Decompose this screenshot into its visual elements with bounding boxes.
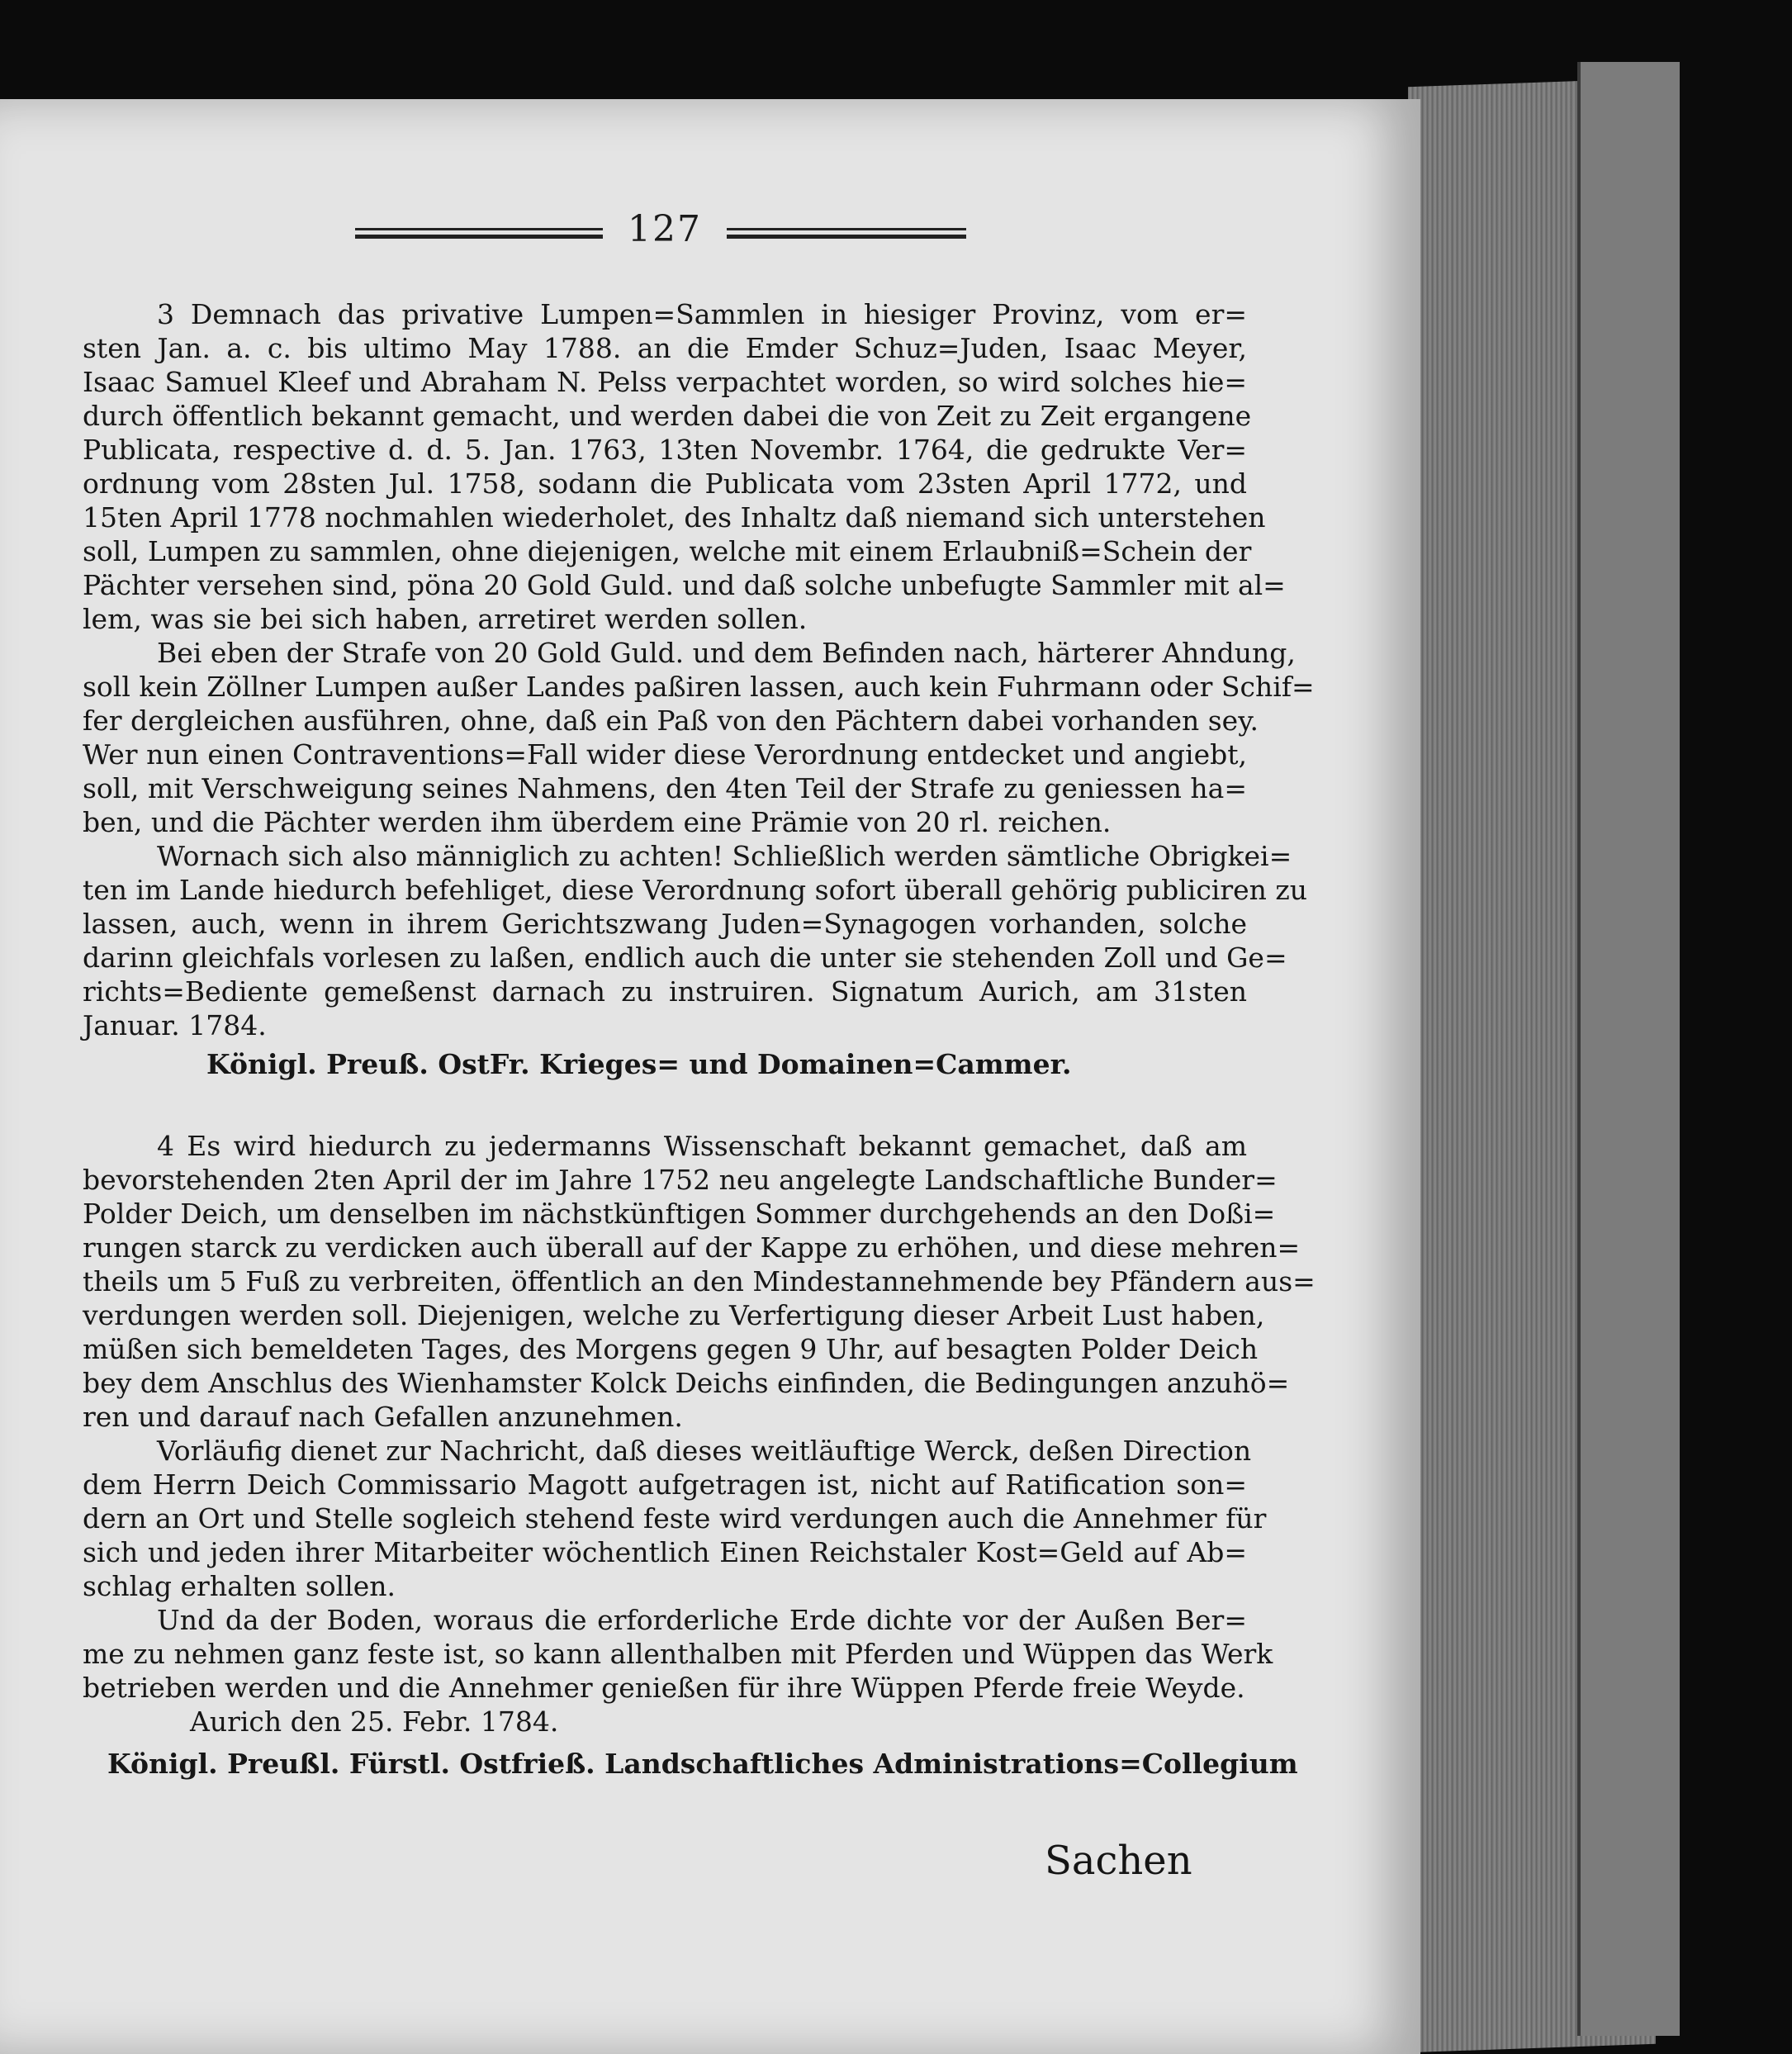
text-line: sich und jeden ihrer Mitarbeiter wöchentlich Einen Reichstaler Kost=Geld auf Ab= — [83, 1536, 1247, 1568]
text-line: müßen sich bemeldeten Tages, des Morgens gegen 9 Uhr, auf besagten Polder Deich — [83, 1333, 1259, 1365]
book-cover-edge — [1577, 62, 1680, 2036]
text-line: Pächter versehen sind, pöna 20 Gold Guld. und daß solche unbefugte Sammler mit al= — [83, 569, 1286, 601]
text-line: fer dergleichen ausführen, ohne, daß ein Paß von den Pächtern dabei vorhanden sey. — [83, 704, 1259, 737]
text-line: dern an Ort und Stelle sogleich stehend feste wird verdungen auch die Annehmer für — [83, 1502, 1267, 1535]
text-line: Vorläufig dienet zur Nachricht, daß dieses weitläuftige Werck, deßen Direction — [157, 1435, 1252, 1467]
text-line: soll, Lumpen zu sammlen, ohne diejenigen, welche mit einem Erlaubniß=Schein der — [83, 535, 1252, 567]
text-line: durch öffentlich bekannt gemacht, und werden dabei die von Zeit zu Zeit ergangene — [83, 400, 1252, 432]
text-line: theils um 5 Fuß zu verbreiten, öffentlich an den Mindestannehmende bey Pfändern aus= — [83, 1265, 1316, 1297]
text-line: Januar. 1784. — [83, 1009, 267, 1041]
text-line: rungen starck zu verdicken auch überall auf der Kappe zu erhöhen, und diese mehren= — [83, 1231, 1301, 1264]
text-line: 15ten April 1778 nochmahlen wiederholet, des Inhaltz daß niemand sich unterstehen — [83, 501, 1266, 534]
text-line: dem Herrn Deich Commissario Magott aufgetragen ist, nicht auf Ratification son= — [83, 1468, 1247, 1501]
page-text — [83, 297, 1316, 1781]
text-line: Bei eben der Strafe von 20 Gold Guld. und dem Befinden nach, härterer Ahndung, — [157, 637, 1296, 669]
text-line: richts=Bediente gemeßenst darnach zu instruiren. Signatum Aurich, am 31sten — [83, 975, 1247, 1008]
signature-chamber: Königl. Preuß. OstFr. Krieges= und Domainen=Cammer. — [206, 1048, 1072, 1080]
text-line: Polder Deich, um denselben im nächstkünftigen Sommer durchgehends an den Doßi= — [83, 1198, 1276, 1230]
text-line: sten Jan. a. c. bis ultimo May 1788. an die Emder Schuz=Juden, Isaac Meyer, — [83, 332, 1247, 364]
page-number: 127 — [628, 208, 702, 250]
text-line: Wornach sich also männiglich zu achten! Schließlich werden sämtliche Obrigkei= — [157, 840, 1292, 872]
signature-collegium: Königl. Preußl. Fürstl. Ostfrieß. Landschaftliches Administrations=Collegium — [107, 1748, 1298, 1780]
text-line: 3 Demnach das privative Lumpen=Sammlen in hiesiger Provinz, vom er= — [157, 298, 1247, 330]
text-line: betrieben werden und die Annehmer genießen für ihre Wüppen Pferde freie Weyde. — [83, 1672, 1245, 1704]
text-line: Publicata, respective d. d. 5. Jan. 1763, 13ten Novembr. 1764, die gedrukte Ver= — [83, 434, 1247, 466]
section-gap — [83, 1081, 1247, 1129]
text-line: me zu nehmen ganz feste ist, so kann allenthalben mit Pferden und Wüppen das Werk — [83, 1638, 1273, 1670]
page-header — [355, 206, 966, 256]
header-rule-right — [727, 228, 966, 240]
text-line: lem, was sie bei sich haben, arretiret werden sollen. — [83, 603, 808, 635]
text-line: ben, und die Pächter werden ihm überdem eine Prämie von 20 rl. reichen. — [83, 806, 1112, 838]
text-line: ordnung vom 28sten Jul. 1758, sodann die Publicata vom 23sten April 1772, und — [83, 467, 1247, 500]
text-line: verdungen werden soll. Diejenigen, welche zu Verfertigung dieser Arbeit Lust haben, — [83, 1299, 1265, 1331]
text-line: bey dem Anschlus des Wienhamster Kolck Deichs einfinden, die Bedingungen anzuhö= — [83, 1367, 1290, 1399]
text-line: 4 Es wird hiedurch zu jedermanns Wissenschaft bekannt gemachet, daß am — [157, 1130, 1247, 1162]
header-rule-left — [355, 228, 603, 240]
text-line: schlag erhalten sollen. — [83, 1570, 396, 1602]
text-line: Isaac Samuel Kleef und Abraham N. Pelss verpachtet worden, so wird solches hie= — [83, 366, 1247, 398]
date-line: Aurich den 25. Febr. 1784. — [190, 1705, 559, 1738]
catchword: Sachen — [1045, 1838, 1192, 1884]
text-line: soll, mit Verschweigung seines Nahmens, den 4ten Teil der Strafe zu geniessen ha= — [83, 772, 1247, 804]
text-line: soll kein Zöllner Lumpen außer Landes paßiren lassen, auch kein Fuhrmann oder Schif= — [83, 671, 1315, 703]
text-line: ten im Lande hiedurch befehliget, diese Verordnung sofort überall gehörig publiciren zu — [83, 874, 1308, 906]
text-line: darinn gleichfals vorlesen zu laßen, endlich auch die unter sie stehenden Zoll und Ge= — [83, 942, 1287, 974]
text-line: ren und darauf nach Gefallen anzunehmen. — [83, 1401, 683, 1433]
text-line: bevorstehenden 2ten April der im Jahre 1752 neu angelegte Landschaftliche Bunder= — [83, 1164, 1278, 1196]
text-line: Wer nun einen Contraventions=Fall wider diese Verordnung entdecket und angiebt, — [83, 738, 1247, 771]
text-line: lassen, auch, wenn in ihrem Gerichtszwang Juden=Synagogen vorhanden, solche — [83, 908, 1247, 940]
text-line: Und da der Boden, woraus die erforderliche Erde dichte vor der Außen Ber= — [157, 1604, 1247, 1636]
